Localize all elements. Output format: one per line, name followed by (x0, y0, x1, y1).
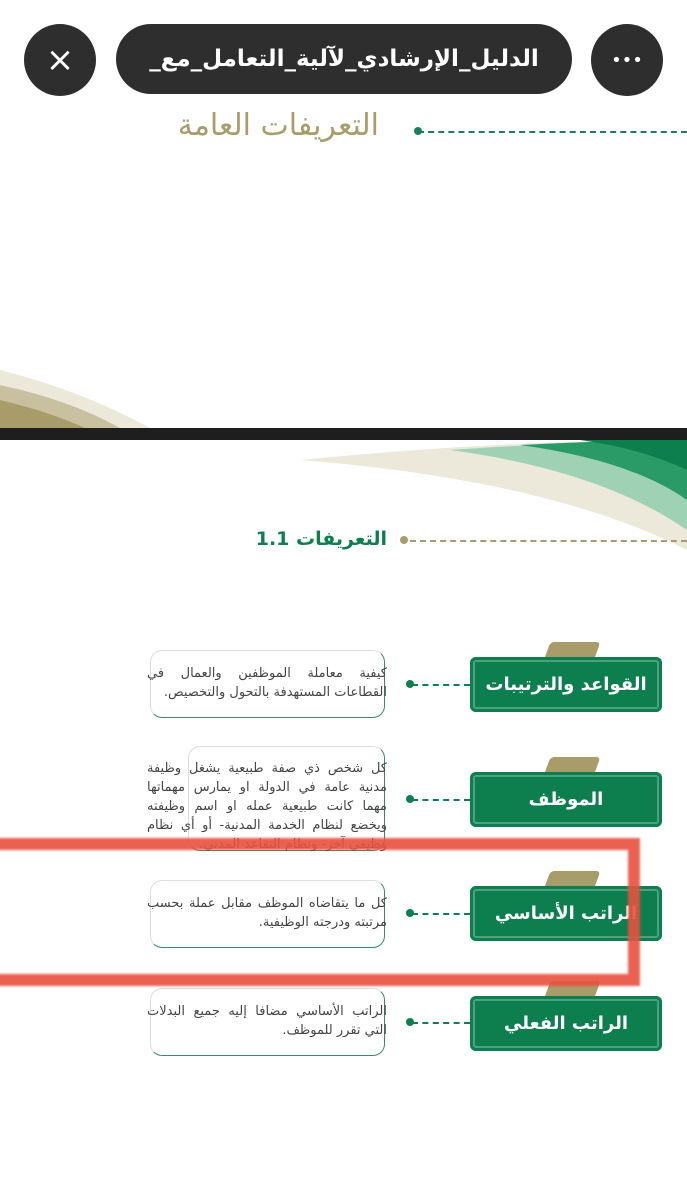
more-icon: ••• (611, 49, 643, 71)
bullet-dot (406, 1018, 414, 1026)
definition-text: كل ما يتقاضاه الموظف مقابل عملة بحسب مرتبته ودرجته الوظيفية. (147, 896, 387, 930)
connector (412, 1022, 470, 1024)
section-heading: التعريفات 1.1 (255, 528, 387, 550)
bullet-dot (400, 536, 408, 544)
page-title: التعريفات العامة (177, 108, 379, 143)
annotation-highlight (0, 838, 640, 986)
close-icon: × (45, 40, 75, 80)
divider (410, 540, 687, 542)
page-separator (0, 428, 687, 440)
bullet-dot (406, 795, 414, 803)
definition-text: الراتب الأساسي مضافا إليه جميع البدلات التي تقرر للموظف. (147, 1004, 387, 1038)
viewer-topbar (0, 0, 687, 105)
bullet-dot (406, 680, 414, 688)
divider (418, 131, 687, 133)
term-label: الموظف (470, 772, 662, 827)
connector (412, 799, 470, 801)
term-label: الراتب الأساسي (470, 886, 662, 941)
document-title[interactable]: الدليل_الإرشادي_لآلية_التعامل_مع_ (116, 24, 572, 94)
decorative-swoosh (300, 440, 687, 570)
decorative-swoosh (0, 360, 200, 428)
definition-text: كيفية معاملة الموظفين والعمال في القطاعات المستهدفة بالتحول والتخصيص. (147, 666, 387, 700)
close-button[interactable] (24, 24, 96, 96)
more-button[interactable] (591, 24, 663, 96)
term-label: الراتب الفعلي (470, 996, 662, 1051)
term-label: القواعد والترتيبات (470, 657, 662, 712)
definition-text: كل شخص ذي صفة طبيعية يشغل وظيفة مدنية عامة في الدولة او يمارس مهماتها مهما كانت طبيعية عمله او اسم وظيفته ويخضع لنظام الخدمة المدنية- أو أي نظام وظيفي آخر- ونظام التقاعد المدني. (147, 761, 387, 852)
connector (412, 684, 470, 686)
